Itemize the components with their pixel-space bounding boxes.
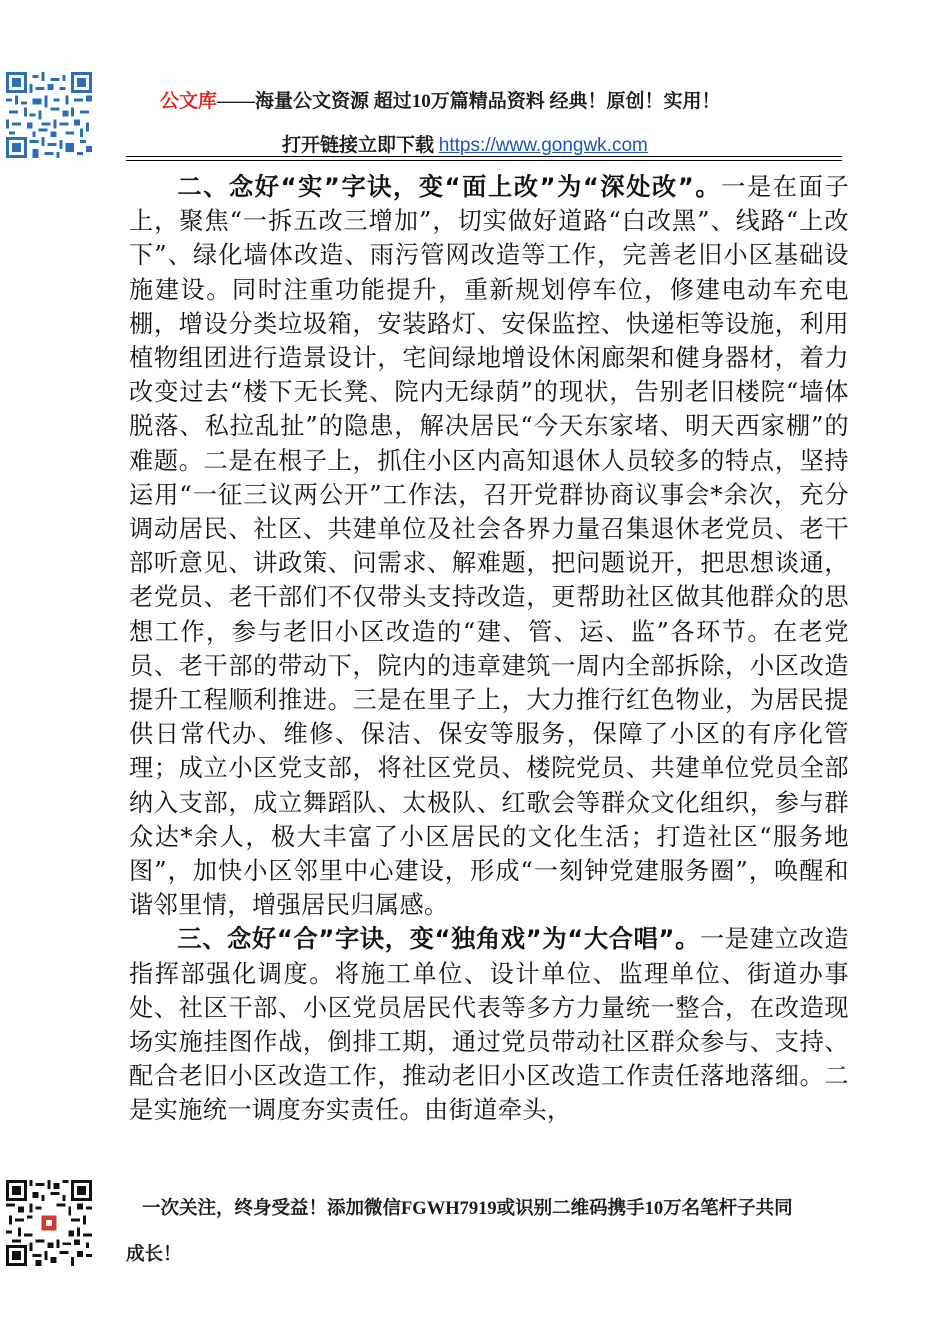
qr-code-graphic	[6, 72, 92, 158]
download-prefix: 打开链接立即下载	[282, 135, 435, 156]
paragraph	[129, 170, 849, 922]
section-heading: 二、念好“实”字诀，变“面上改”为“深处改”。	[177, 173, 722, 201]
qr-code-icon[interactable]	[6, 1180, 92, 1266]
header-divider-thin	[126, 160, 842, 161]
website-link[interactable]: https://www.gongwk.com	[438, 135, 648, 156]
qr-code-graphic	[6, 1180, 92, 1266]
qr-code-icon[interactable]	[6, 72, 92, 158]
paragraph-text: 一是在面子上，聚焦“一拆五改三增加”，切实做好道路“白改黑”、线路“上改下”、绿化墙体改造、雨污管网改造等工作，完善老旧小区基础设施建设。同时注重功能提升，重新规划停车位，修建电动车充电棚，增设分类垃圾箱，安装路灯、安保监控、快递柜等设施，利用植物组团进行造景设计，宅间绿地增设休闲廊架和健身器材，着力改变过去“楼下无长凳、院内无绿荫”的现状，告别老旧楼院“墙体脱落、私拉乱扯”的隐患，解决居民“今天东家堵、明天西家棚”的难题。二是在根子上，抓住小区内高知退休人员较多的特点，坚持运用“一征三议两公开”工作法，召开党群协商议事会*余次，充分调动居民、社区、共建单位及社会各界力量召集退休老党员、老干部听意见、讲政策、问需求、解难题，把问题说开，把思想谈通，老党员、老干部们不仅带头支持改造，更帮助社区做其他群众的思想工作，参与老旧小区改造的“建、管、运、监”各环节。在老党员、老干部的带动下，院内的违章建筑一周内全部拆除，小区改造提升工程顺利推进。三是在里子上，大力推行红色物业，为居民提供日常代办、维修、保洁、保安等服务，保障了小区的有序化管理；成立小区党支部，将社区党员、楼院党员、共建单位党员全部纳入支部，成立舞蹈队、太极队、红歌会等群众文化组织，参与群众达*余人，极大丰富了小区居民的文化生活；打造社区“服务地图”，加快小区邻里中心建设，形成“一刻钟党建服务圈”，唤醒和谐邻里情，增强居民归属感。	[129, 173, 849, 920]
document-body	[129, 170, 849, 1128]
brand-name: 公文库	[160, 91, 218, 112]
header-divider	[126, 156, 842, 157]
download-line	[282, 130, 648, 157]
footer-promo: 一次关注，终身受益！添加微信FGWH7919或识别二维码携手10万名笔杆子共同	[142, 1199, 793, 1219]
section-heading: 三、念好“合”字诀，变“独角戏”为“大合唱”。	[177, 925, 700, 954]
footer-promo-cont: 成长！	[126, 1245, 182, 1265]
header-tagline: ——海量公文资源 超过10万篇精品资料 经典！原创！实用！	[217, 91, 721, 112]
paragraph	[129, 922, 849, 1127]
header-banner	[160, 86, 721, 113]
paragraph-text: 一是建立改造指挥部强化调度。将施工单位、设计单位、监理单位、街道办事处、社区干部、小区党员居民代表等多方力量统一整合，在改造现场实施挂图作战，倒排工期，通过党员带动社区群众参与、支持、配合老旧小区改造工作，推动老旧小区改造工作责任落地落细。二是实施统一调度夯实责任。由街道牵头，	[129, 925, 849, 1125]
